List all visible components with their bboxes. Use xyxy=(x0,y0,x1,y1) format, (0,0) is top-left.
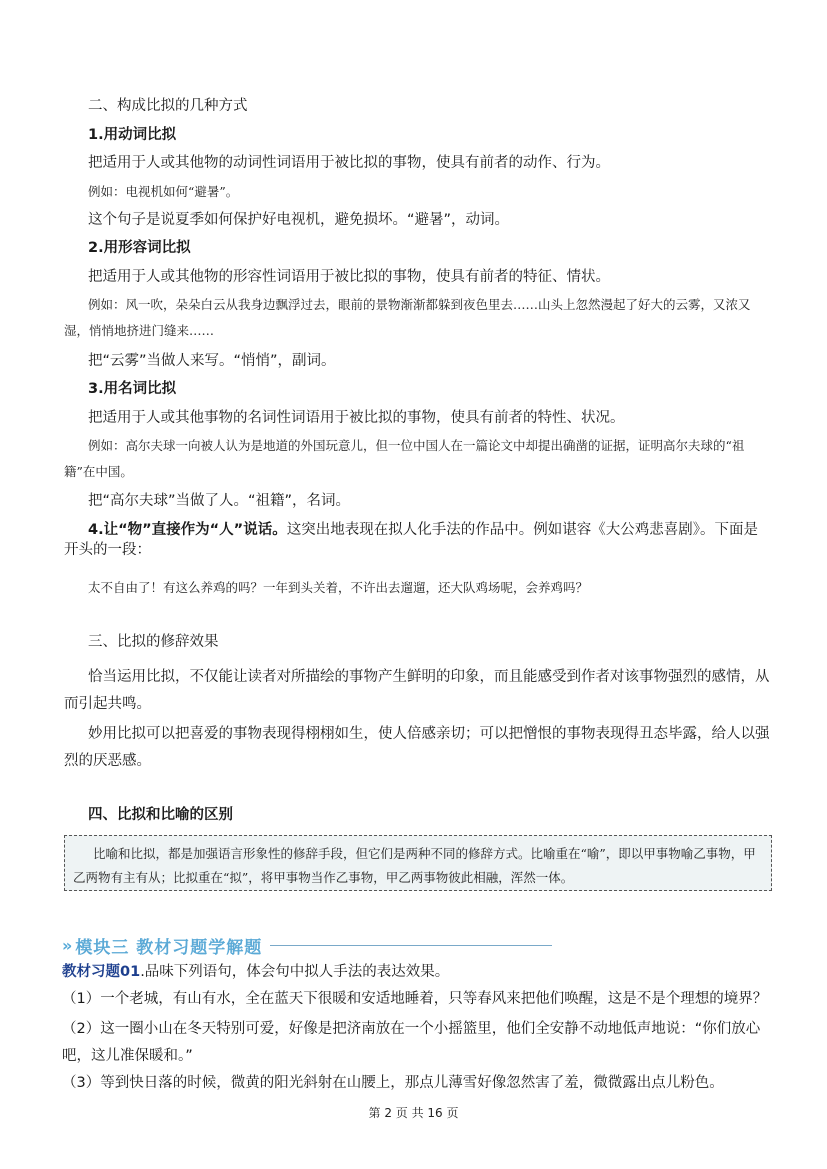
method-2-example: 例如：风一吹，朵朵白云从我身边飘浮过去，眼前的景物渐渐都躲到夜色里去……山头上忽然漫起了好大的云雾，又浓又湿，悄悄地挤进门缝来…… xyxy=(64,297,751,338)
method-4-example: 太不自由了！有这么养鸡的吗？一年到头关着，不许出去遛遛，还大队鸡场呢，会养鸡吗？ xyxy=(88,580,589,595)
page-footer: 第 2 页 共 16 页 xyxy=(368,1106,459,1120)
method-3-explain: 把“高尔夫球”当做了人。“祖籍”，名词。 xyxy=(88,493,351,509)
section-heading-3: 三、比拟的修辞效果 xyxy=(88,634,219,650)
exercise-item-3: （3）等到快日落的时候，微黄的阳光斜射在山腰上，那点儿薄雪好像忽然害了羞，微微露出点儿粉色。 xyxy=(62,1075,724,1091)
exercise-item-2: （2）这一圈小山在冬天特别可爱，好像是把济南放在一个小摇篮里，他们全安静不动地低声地说：“你们放心吧，这儿准保暖和。” xyxy=(62,1021,761,1064)
method-1-title: 1.用动词比拟 xyxy=(88,127,177,143)
method-4-desc: 这突出地表现在拟人化手法的作品中。例如谌容《大公鸡悲喜剧》。下面是开头的一段： xyxy=(64,522,758,558)
exercise-item-1: （1）一个老城，有山有水，全在蓝天下很暖和安适地睡着，只等春风来把他们唤醒，这是不是个理想的境界？ xyxy=(62,991,768,1007)
section-heading-2: 二、构成比拟的几种方式 xyxy=(88,98,248,114)
method-2-title: 2.用形容词比拟 xyxy=(88,240,191,256)
comparison-box: 比喻和比拟，都是加强语言形象性的修辞手段，但它们是两种不同的修辞方式。比喻重在“喻”，即以甲事物喻乙事物，甲乙两物有主有从；比拟重在“拟”，将甲事物当作乙事物，甲乙两事物彼此相融，浑然一体。 xyxy=(64,835,772,891)
section-heading-4: 四、比拟和比喻的区别 xyxy=(88,807,233,823)
method-4-title: 4.让“物”直接作为“人”说话。 xyxy=(88,522,287,538)
method-3-desc: 把适用于人或其他事物的名词性词语用于被比拟的事物，使具有前者的特性、状况。 xyxy=(88,410,625,426)
method-1-example: 例如：电视机如何“避暑”。 xyxy=(88,184,239,199)
double-chevron-icon: » xyxy=(62,936,70,955)
module-header xyxy=(62,933,552,958)
exercise-label: 教材习题01 xyxy=(62,964,141,980)
method-1-explain: 这个句子是说夏季如何保护好电视机，避免损坏。“避暑”，动词。 xyxy=(88,212,510,228)
effect-paragraph-1: 恰当运用比拟，不仅能让读者对所描绘的事物产生鲜明的印象，而且能感受到作者对该事物强烈的感情，从而引起共鸣。 xyxy=(64,669,770,712)
method-1-desc: 把适用于人或其他物的动词性词语用于被比拟的事物，使具有前者的动作、行为。 xyxy=(88,155,610,171)
method-3-title: 3.用名词比拟 xyxy=(88,381,177,397)
method-2-explain: 把“云雾”当做人来写。“悄悄”，副词。 xyxy=(88,353,336,369)
method-3-example: 例如：高尔夫球一向被人认为是地道的外国玩意儿，但一位中国人在一篇论文中却提出确凿的证据，证明高尔夫球的“祖籍”在中国。 xyxy=(64,438,745,479)
effect-paragraph-2: 妙用比拟可以把喜爱的事物表现得栩栩如生，使人倍感亲切；可以把憎恨的事物表现得丑态毕露，给人以强烈的厌恶感。 xyxy=(64,726,770,769)
exercise-prompt: .品味下列语句，体会句中拟人手法的表达效果。 xyxy=(140,964,450,980)
method-4-paragraph xyxy=(64,520,770,560)
method-2-desc: 把适用于人或其他物的形容性词语用于被比拟的事物，使具有前者的特征、情状。 xyxy=(88,269,610,285)
module-title-rule xyxy=(270,945,552,946)
exercise-prompt-line xyxy=(62,962,449,982)
module-title: 模块三 教材习题学解题 xyxy=(75,938,263,958)
